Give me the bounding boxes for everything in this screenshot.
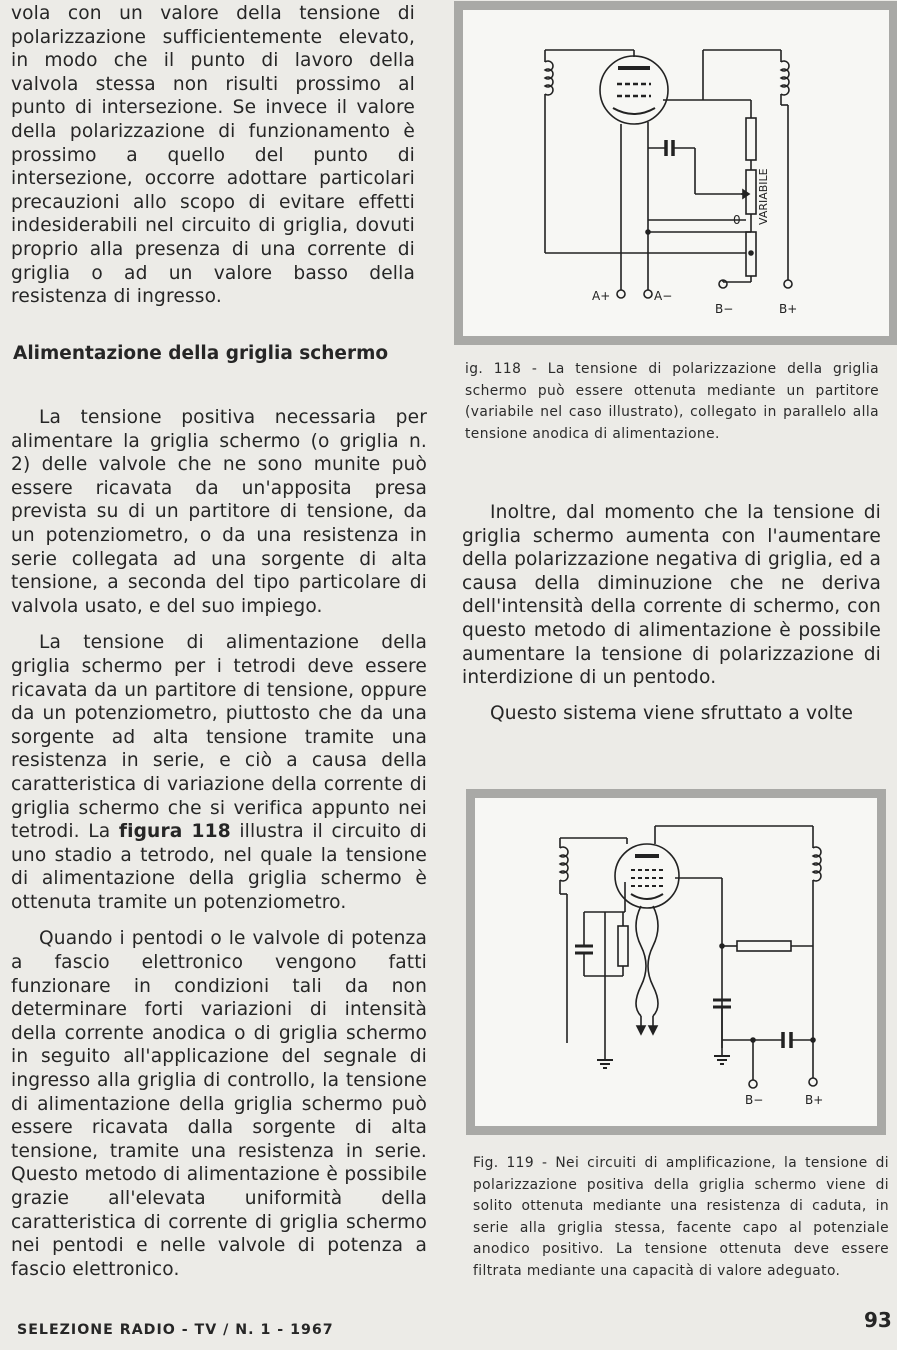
page-number: 93 <box>864 1308 892 1332</box>
paragraph: vola con un valore della tensione di polarizzazione sufficientemente elevato, in modo che il punto di lavoro della valvola stessa non risulti prossimo al punto di intersezione. Se invece il valore della polarizzazione di funzionamento è prossimo a quello del punto di intersezione, occorre adottare particolari precauzioni allo scopo di evitare effetti indesiderabili nel circuito di griglia, dovuti proprio alla presenza di una corrente di griglia o ad un valore basso della resistenza di ingresso. <box>11 3 415 308</box>
right-inductor <box>655 826 821 1086</box>
right-column-body <box>462 501 881 737</box>
zero-label: 0 <box>733 213 741 227</box>
paragraph <box>11 631 427 914</box>
b-minus-label: B− <box>715 302 734 316</box>
b-minus-label: B− <box>745 1093 764 1107</box>
figure-118-schematic <box>463 10 889 336</box>
paragraph: Questo sistema viene sfruttato a volte <box>490 702 854 724</box>
figure-118-caption: ig. 118 - La tensione di polarizzazione della griglia schermo può essere ottenuta mediante un partitore (variabile nel caso illustrato), collegato in parallelo alla tensione anodica di alimentazione. <box>465 361 879 442</box>
filament-leads <box>636 906 658 1034</box>
figure-119 <box>466 789 886 1135</box>
pentode-tube <box>605 844 679 912</box>
paragraph: Quando i pentodi o le valvole di potenza a fascio elettronico vengono fatti funzionare in condizioni tali da non determinare forti variazioni di intensità della corrente anodica o di griglia schermo in seguito all'applicazione del segnale di ingresso alla griglia di controllo, la tensione di alimentazione della griglia schermo può essere ricavata dalla sorgente di alta tensione, tramite una resistenza in serie. Questo metodo di alimentazione è possibile grazie all'elevata uniformità della caratteristica di corrente di griglia schermo nei pentodi e nelle valvole di potenza a fascio elettronico. <box>11 928 427 1280</box>
paragraph: Inoltre, dal momento che la tensione di griglia schermo aumenta con l'aumentare della polarizzazione negativa di griglia, ed a causa della diminuzione che ne deriva dell'intensità della corrente di schermo, con questo metodo di alimentazione è possibile aumentare la tensione di polarizzazione di interdizione di un pentodo. <box>462 502 881 689</box>
a-plus-label: A+ <box>592 289 611 303</box>
tetrode-tube <box>600 56 703 260</box>
paragraph: La tensione positiva necessaria per alimentare la griglia schermo (o griglia n. 2) delle valvole che ne sono munite può essere ricavata da un'apposita presa prevista su di un partitore di tensione, da un potenziometro, o da una resistenza in serie collegata ad una sorgente di alta tensione, a seconda del tipo particolare di valvola usato, e del suo impiego. <box>11 407 427 617</box>
coupling-capacitor <box>648 140 743 194</box>
paragraph-text: illustra il circuito di uno stadio a tetrodo, nel quale la tensione di alimentazione della griglia schermo è ottenuta tramite un potenziometro. <box>11 821 427 913</box>
b-plus-label: B+ <box>779 302 798 316</box>
figure-reference: figura 118 <box>118 821 231 843</box>
left-column-body <box>11 406 427 1294</box>
figure-119-schematic <box>475 798 877 1126</box>
cathode-network <box>575 912 628 1068</box>
section-heading: Alimentazione della griglia schermo <box>13 343 389 364</box>
paragraph-text: La tensione di alimentazione della griglia schermo per i tetrodi deve essere ricavata da un partitore di tensione, oppure da un potenziometro, piuttosto che da una sorgente ad alta tensione tramite una resistenza in serie, e ciò a causa della caratteristica di variazione della corrente di griglia schermo che si verifica appunto nei tetrodi. La <box>11 632 427 843</box>
left-inductor <box>560 838 627 1043</box>
figure-119-caption: Fig. 119 - Nei circuiti di amplificazione, la tensione di polarizzazione positiva della griglia schermo viene di solito ottenuta mediante una resistenza di caduta, in serie alla griglia stessa, facente capo al potenziale anodico positivo. La tensione ottenuta deve essere filtrata mediante una capacità di valore adeguato. <box>473 1155 889 1279</box>
publication-footer: SELEZIONE RADIO - TV / N. 1 - 1967 <box>17 1322 334 1338</box>
b-plus-label: B+ <box>805 1093 824 1107</box>
filter-capacitors <box>713 1000 815 1088</box>
left-column-top <box>11 2 415 309</box>
figure-118 <box>454 1 897 345</box>
variable-label: VARIABILE <box>757 168 770 225</box>
a-minus-label: A− <box>654 289 673 303</box>
power-terminals <box>617 253 652 298</box>
screen-resistor <box>675 878 813 1048</box>
